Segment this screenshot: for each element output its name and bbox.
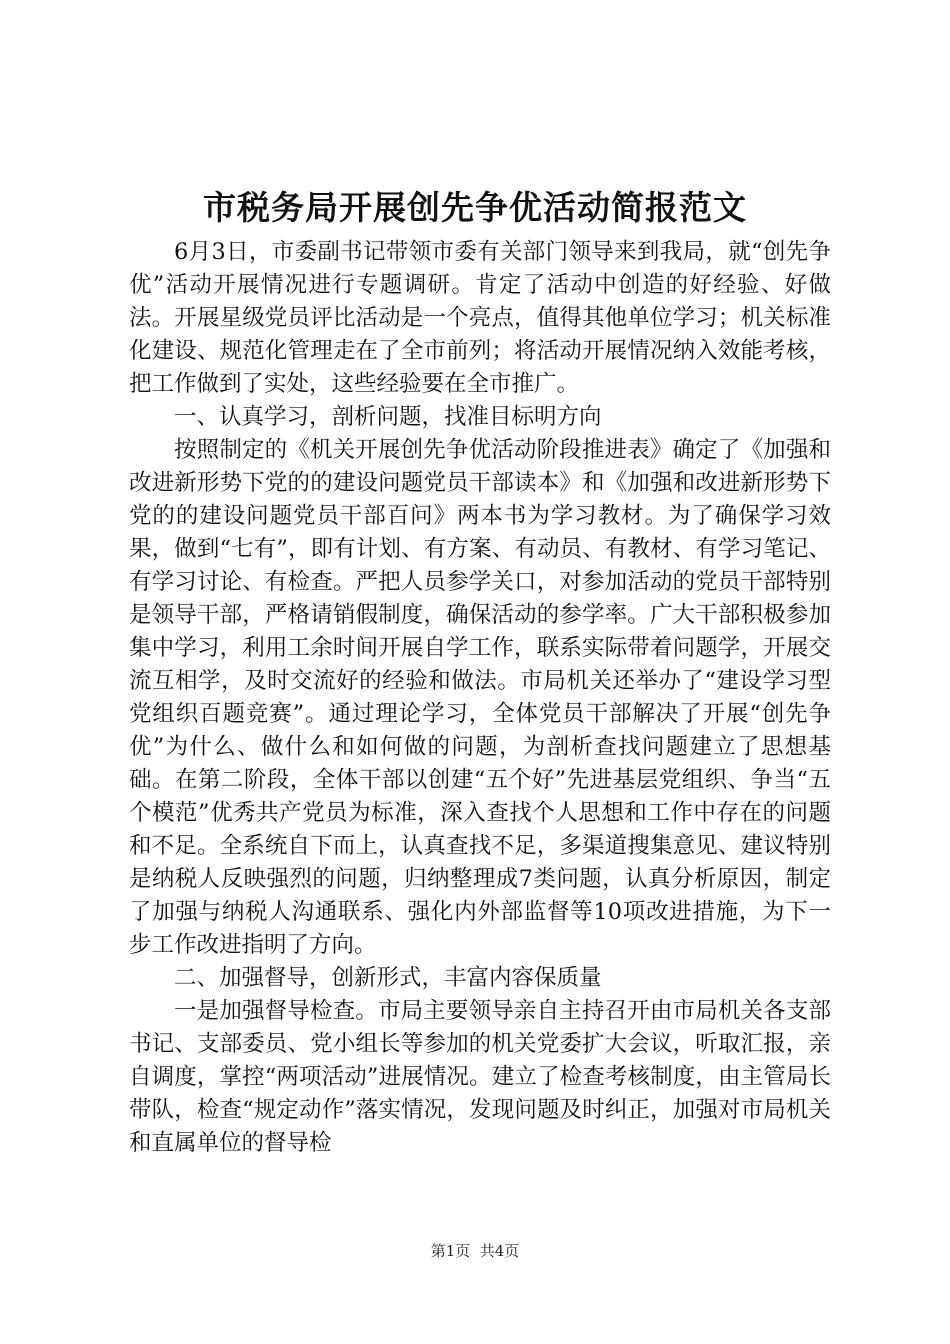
document-title: 市税务局开展创先争优活动简报范文 xyxy=(203,188,747,227)
paragraph-intro: 6月3日，市委副书记带领市委有关部门领导来到我局，就“创先争优”活动开展情况进行专题调研。肯定了活动中创造的好经验、好做法。开展星级党员评比活动是一个亮点，值得其他单位学习；机关标准化建设、规范化管理走在了全市前列；将活动开展情况纳入效能考核，把工作做到了实处，这些经验要在全市推广。 xyxy=(129,239,831,397)
section-heading-2: 二、加强督导，创新形式，丰富内容保质量 xyxy=(174,965,602,991)
page-number: 第1页 共4页 xyxy=(430,1242,520,1260)
document-body xyxy=(129,236,831,1160)
page-footer xyxy=(0,1240,950,1262)
section-heading-1: 一、认真学习，剖析问题，找准目标明方向 xyxy=(174,404,602,430)
paragraph-section-2: 一是加强督导检查。市局主要领导亲自主持召开由市局机关各支部书记、支部委员、党小组长等参加的机关党委扩大会议，听取汇报，亲自调度，掌控“两项活动”进展情况。建立了检查考核制度，由主管局长带队，检查“规定动作”落实情况，发现问题及时纠正，加强对市局机关和直属单位的督导检 xyxy=(129,998,831,1156)
paragraph-section-1: 按照制定的《机关开展创先争优活动阶段推进表》确定了《加强和改进新形势下党的的建设问题党员干部读本》和《加强和改进新形势下党的的建设问题党员干部百问》两本书为学习教材。为了确保学习效果，做到“七有”，即有计划、有方案、有动员、有教材、有学习笔记、有学习讨论、有检查。严把人员参学关口，对参加活动的党员干部特别是领导干部，严格请销假制度，确保活动的参学率。广大干部积极参加集中学习，利用工余时间开展自学工作，联系实际带着问题学，开展交流互相学，及时交流好的经验和做法。市局机关还举办了“建设学习型党组织百题竞赛”。通过理论学习，全体党员干部解决了开展“创先争优”为什么、做什么和如何做的问题，为剖析查找问题建立了思想基础。在第二阶段，全体干部以创建“五个好”先进基层党组织、争当“五个模范”优秀共产党员为标准，深入查找个人思想和工作中存在的问题和不足。全系统自下而上，认真查找不足，多渠道搜集意见、建议特别是纳税人反映强烈的问题，归纳整理成7类问题，认真分析原因，制定了加强与纳税人沟通联系、强化内外部监督等10项改进措施，为下一步工作改进指明了方向。 xyxy=(129,437,831,958)
